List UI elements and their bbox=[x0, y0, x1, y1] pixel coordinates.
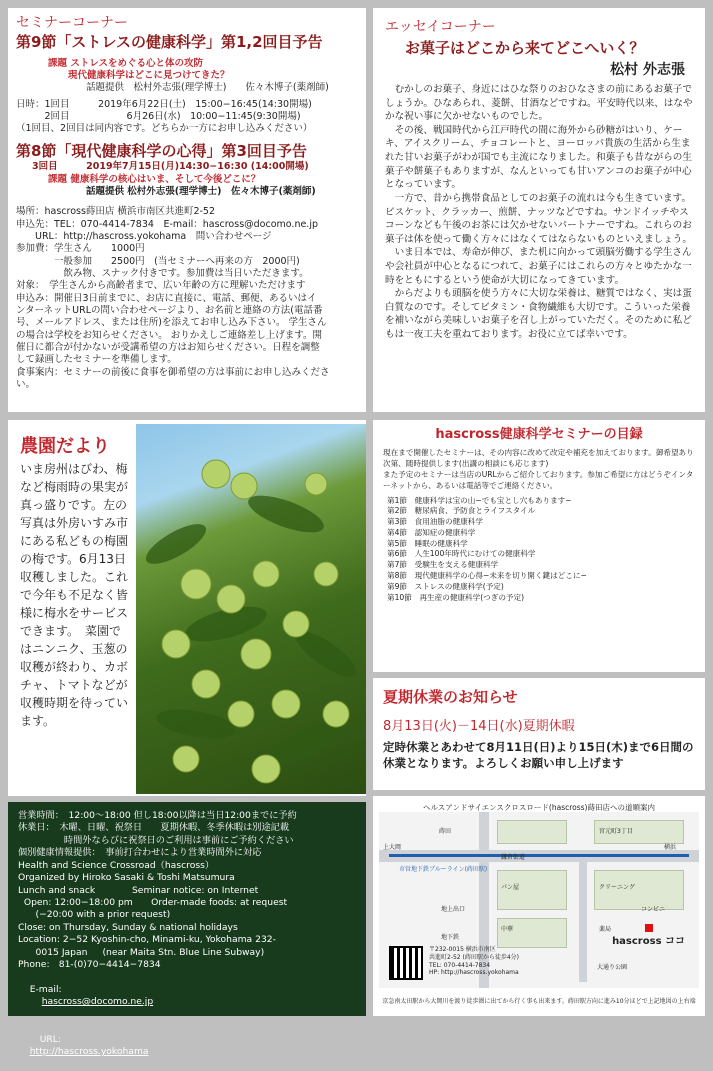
summer-detail: 定時休業とあわせて8月11日(日)より15日(木)まで6日間の休業となります。よろしくお願い申し上げます bbox=[383, 740, 694, 770]
topic-label: 課題 bbox=[48, 57, 68, 69]
catalog-intro-line: また予定のセミナーは当店のURLからご紹介しております。参加ご希望に方はどうぞインターネットから、あるいは電話等でご連絡ください。 bbox=[383, 470, 694, 490]
hours-line: 時間外ならびに祝祭日のご利用は事前にご予約ください bbox=[18, 834, 294, 846]
essay-paragraph: からだよりも頭脳を使う方々に大切な栄養は、糖質ではなく、実は蛋白質なのです。そしてビタミン・食物繊維も大切です。こういった栄養を補いながら美味しいお菓子を召し上がっていただく。そのために私どもは一夜工夫を重ねております。お役に立てば幸いです。 bbox=[385, 288, 692, 341]
seminar-dates bbox=[16, 99, 358, 136]
map-destination: hascross ココ bbox=[612, 936, 685, 947]
hours-line: Location: 2−52 Kyoshin-cho, Minami-ku, Yokohama 232- bbox=[18, 934, 276, 946]
location-marker-icon bbox=[645, 924, 653, 932]
summer-date: 8月13日(火)－14日(水)夏期休暇 bbox=[383, 719, 575, 734]
hours-line: Close: on Thursday, Sunday & national holidays bbox=[18, 921, 238, 933]
info-line: ンターネットURLの問い合わせページより、お名前と連絡の方法(電話番 bbox=[16, 305, 323, 317]
map-label: 市営地下鉄ブルーライン(蒔田駅) bbox=[399, 866, 488, 873]
hours-line: 営業時間： 12:00～18:00 但し18:00以降は当日12:00までに予約 bbox=[18, 810, 297, 821]
address-line: 〒232-0015 横浜市南区 bbox=[429, 946, 496, 953]
info-line: 飲み物、スナック付きです。参加費は当日いただきます。 bbox=[16, 268, 309, 279]
info-line: 一般参加 2500円 (当セミナーへ再来の方 2000円) bbox=[16, 255, 300, 267]
catalog-item: 第5節 睡眠の健康科学 bbox=[387, 538, 468, 548]
url-label: URL: bbox=[39, 1033, 62, 1045]
seminar-catalog-panel bbox=[373, 420, 705, 672]
info-line: 申込み：開催日3日前までに、お店に直接に、電話、郵便、あるいはイ bbox=[16, 292, 317, 304]
email-label: E-mail: bbox=[29, 983, 62, 995]
map-label: 地上出口 bbox=[441, 906, 466, 913]
info-line: 食事案内：セミナーの前後に食事を御希望の方は事前にお申し込みくださ bbox=[16, 366, 330, 378]
plum-photo bbox=[136, 424, 366, 794]
catalog-intro bbox=[383, 448, 695, 491]
seminar-speaker-9: 話題提供 松村外志張(理学博士) 佐々木博子(薬剤師) bbox=[86, 82, 329, 94]
map-label: コンビニ bbox=[641, 906, 666, 913]
date-line: 2回目 6月26日(水) 10:00−11:45(9:30開場) bbox=[16, 111, 301, 123]
catalog-item: 第8節 現代健康科学の心得−未来を切り開く鍵はどこに− bbox=[387, 571, 587, 581]
essay-title: お菓子はどこから来てどこへいく？ bbox=[405, 38, 645, 57]
map-label: 鎌倉街道 bbox=[501, 854, 526, 861]
seminar-topic-8 bbox=[16, 174, 358, 186]
map-label: 宮元町3丁目 bbox=[599, 828, 633, 835]
map-title: ヘルスアンドサイエンスクロスロード(hascross)蒔田店への道順案内 bbox=[423, 803, 655, 812]
catalog-intro-line: 現在まで開催したセミナーは、その内容に改めて改定や補充を加えております。御希望あり次第、随時提供します(出講の相談にも応じます) bbox=[383, 448, 694, 469]
farm-title: 農園だより bbox=[20, 436, 110, 457]
seminar-heading-9: 第9節「ストレスの健康科学」第1,2回目予告 bbox=[16, 33, 323, 52]
map-block bbox=[497, 820, 567, 844]
topic-9-line-2: 現代健康科学はどこに見つけてきた？ bbox=[68, 70, 230, 82]
map-label: クリーニング bbox=[599, 884, 635, 891]
info-line: 催日に都合が付かないが受講希望の方はお知らせください。日程を調整 bbox=[16, 342, 320, 354]
farm-text: いま房州はびわ、梅など梅雨時の果実が真っ盛りです。左の写真は外房いすみ市にある私どもの梅園の梅です。6月13日収穫しました。これで今年も不足なく皆様に梅水をサービスできます。 菜園ではニンニク、玉葱の収穫が終わり、カボチャ、トマトなどが収穫時期を待っています。 bbox=[20, 462, 129, 728]
essay-paragraph: 一方で、昔から携帯食品としてのお菓子の流れは今も生きています。ビスケット、クラッカー、煎餅、ナッツなどですね。サンドイッチやスコーンなども午後のお茶には欠かせないパートナーですね。これらのお菓子は体を使って働く方々にはなくてはならないものといえましょう。 bbox=[385, 192, 692, 245]
info-line: 参加費：学生さん 1000円 bbox=[16, 243, 145, 255]
catalog-item: 第4節 認知症の健康科学 bbox=[387, 527, 476, 537]
map-label: 蒔田 bbox=[439, 828, 452, 835]
farm-panel bbox=[8, 420, 366, 796]
map-label: 薬局 bbox=[599, 926, 612, 933]
essay-panel bbox=[373, 8, 705, 412]
catalog-item: 第10節 再生産の健康科学(つぎの予定) bbox=[387, 592, 525, 602]
seminar-panel bbox=[8, 8, 366, 412]
map-area bbox=[379, 812, 699, 988]
url-link[interactable]: http://hascross.yokohama bbox=[29, 1046, 149, 1058]
info-line: 対象： 学生さんから高齢者まで、広い年齢の方に理解いただけます bbox=[16, 280, 306, 292]
hours-line: Phone: 81-(0)70−4414−7834 bbox=[18, 959, 161, 971]
hours-line: Health and Science Crossroad（hascross） bbox=[18, 859, 215, 871]
essay-paragraph: その後、戦国時代から江戸時代の間に海外から砂糖がはいり、ケーキ、アイスクリーム、チョコレートと、ヨーロッパ貴族の生活から生まれた甘いお菓子がわが国でも主流になりました。和菓子も昔ながらの生菓子や餅菓子もありますが、なんといっても甘いアンコのお菓子が中心となっています。 bbox=[385, 124, 692, 191]
map-label: 中華 bbox=[501, 926, 514, 933]
hours-line: 個別健康情報提供： 事前打合わせにより営業時間外に対応 bbox=[18, 847, 262, 859]
catalog-title: hascross健康科学セミナーの目録 bbox=[435, 427, 643, 442]
info-line: して録画したセミナーを準備します。 bbox=[16, 354, 177, 366]
map-label: 地下鉄 bbox=[441, 934, 460, 941]
topic-9-line-1: ストレスをめぐる心と体の攻防 bbox=[70, 57, 204, 69]
summer-notice-panel bbox=[373, 678, 705, 790]
catalog-item: 第7節 受験生を支える健康科学 bbox=[387, 560, 499, 570]
date-line: 日時：1回目 2019年6月22日(土) 15:00−16:45(14:30開場) bbox=[16, 98, 312, 110]
address-line: 共進町2-52 (蒔田駅から徒歩4分) bbox=[429, 953, 520, 961]
subway-line bbox=[389, 854, 689, 857]
topic-8: 健康科学の核心はいま、そして今後どこに？ bbox=[70, 173, 261, 185]
qr-code-icon[interactable] bbox=[389, 946, 423, 980]
catalog-item: 第1節 健康科学は宝の山−でも宝とし穴もあります− bbox=[387, 495, 572, 505]
business-info-panel bbox=[8, 802, 366, 1058]
hours-line: 休業日： 木曜、日曜、祝祭日 夏期休暇、冬季休暇は別途記載 bbox=[18, 822, 290, 834]
seminar-info bbox=[16, 206, 358, 391]
essay-corner-title: エッセイコーナー bbox=[385, 19, 496, 35]
catalog-item: 第2節 糖尿病食、予防食とライフスタイル bbox=[387, 506, 536, 516]
summer-title: 夏期休業のお知らせ bbox=[383, 688, 518, 706]
address-line: HP: http://hascross.yokohama bbox=[429, 969, 519, 977]
map-address bbox=[429, 946, 519, 977]
email-row bbox=[18, 971, 356, 1021]
email-link[interactable]: hascross@docomo.ne.jp bbox=[41, 996, 154, 1008]
topic-label: 課題 bbox=[48, 173, 68, 185]
seminar-corner-title: セミナーコーナー bbox=[16, 15, 128, 31]
info-line: URL：http://hascross.yokohama 問い合わせページ bbox=[16, 230, 272, 242]
map-label: 横浜 bbox=[664, 844, 677, 851]
info-line: 申込先：TEL：070-4414-7834 E-mail：hascross@docomo.ne.jp bbox=[16, 218, 319, 230]
seminar-topic-9 bbox=[16, 58, 358, 83]
access-map-panel bbox=[373, 796, 705, 1016]
seminar-date-8: 3回目 2019年7月15日(月)14:30−16:30 (14:00開場) bbox=[32, 161, 309, 173]
map-note: 京急南太田駅から大岡川を渡り徒歩圏に出てから行く事も出来ます。蒔田駅方向に進み10分ほどで上記地図の上右端 bbox=[382, 998, 696, 1005]
info-line: 号、メールアドレス、または住所)を添えてお申し込み下さい。 学生さん bbox=[16, 317, 327, 329]
info-line: 場所：hascross蒔田店 横浜市南区共進町2-52 bbox=[16, 206, 216, 218]
side-road bbox=[579, 862, 587, 982]
catalog-item: 第9節 ストレスの健康科学(予定) bbox=[387, 581, 504, 591]
essay-paragraph: いま日本では、寿命が伸び、また机に向かって頭脳労働する学生さんや会社員が中心となるにつれて、お菓子にはこれらの方々とゆたかな一時をともにするという使命が大切になってきています。 bbox=[385, 247, 692, 286]
plum-illustration bbox=[136, 424, 366, 794]
catalog-list bbox=[383, 496, 695, 604]
hours-line: Open: 12:00−18:00 pm Order-made foods: at request bbox=[18, 896, 288, 908]
url-row bbox=[18, 1021, 356, 1071]
map-block bbox=[497, 918, 567, 948]
catalog-item: 第6節 人生100年時代にむけての健康科学 bbox=[387, 549, 536, 559]
info-line: い。 bbox=[16, 379, 36, 391]
hours-line: (−20:00 with a prior request) bbox=[18, 909, 171, 921]
hours-line: Lunch and snack Seminar notice: on Internet bbox=[18, 884, 259, 896]
address-line: TEL: 070-4414-7834 bbox=[429, 961, 491, 969]
map-label: 上大岡 bbox=[383, 844, 402, 851]
map-label: パン屋 bbox=[501, 884, 520, 891]
seminar-heading-8: 第8節「現代健康科学の心得」第3回目予告 bbox=[16, 141, 307, 160]
catalog-item: 第3節 食用油脂の健康科学 bbox=[387, 517, 483, 527]
info-line: の場合は学校をお知らせください。 おりかえしご連絡差し上げます。開 bbox=[16, 329, 322, 341]
map-label: 大通り公園 bbox=[597, 964, 628, 971]
essay-author: 松村 外志張 bbox=[610, 62, 685, 79]
date-line: （1回目、2回目は同内容です。どちらか一方にお申し込みください） bbox=[16, 123, 313, 135]
essay-paragraph: むかしのお菓子、身近にはひな祭りのおひなさまの前にあるお菓子でしょうか。ひなあられ、菱餅、甘酒などですね。平安時代以来、はなやかな祝い事に欠かせないものでした。 bbox=[385, 84, 693, 123]
hours-line: 0015 Japan (near Maita Stn. Blue Line Subway) bbox=[18, 946, 265, 958]
seminar-speaker-8: 話題提供 松村外志張(理学博士) 佐々木博子(薬剤師) bbox=[86, 185, 316, 197]
hours-line: Organized by Hiroko Sasaki & Toshi Matsumura bbox=[18, 872, 235, 884]
